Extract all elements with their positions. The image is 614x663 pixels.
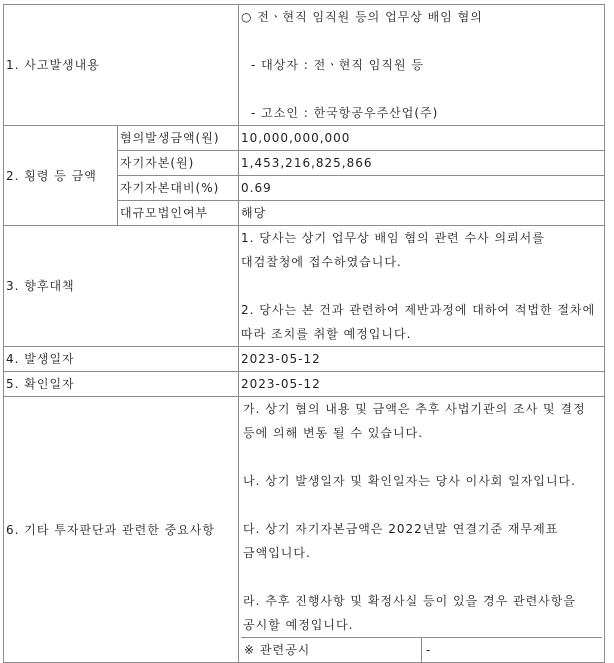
- occurrence-date-value: 2023-05-12: [239, 347, 605, 372]
- incident-content: [239, 5, 605, 126]
- large-corp-label: 대규모법인여부: [118, 201, 239, 226]
- confirmation-date-value: 2023-05-12: [239, 372, 605, 397]
- row-occurrence-date: [4, 347, 605, 372]
- other-paragraph: 가. 상기 혐의 내용 및 금액은 추후 사법기관의 조사 및 결정 등에 의해 변동 될 수 있습니다.: [243, 402, 586, 440]
- equity-ratio-value: 0.69: [239, 176, 605, 201]
- measures-paragraph: 1. 당사는 상기 업무상 배임 혐의 관련 수사 의뢰서를 대검찰청에 접수하였습니다.: [241, 231, 545, 269]
- equity-label: 자기자본(원): [118, 151, 239, 176]
- other-paragraph: 나. 상기 발생일자 및 확인일자는 당사 이사회 일자입니다.: [243, 474, 576, 488]
- other-inner-table: [241, 397, 602, 662]
- measures-paragraph: 2. 당사는 본 건과 관련하여 제반과정에 대하여 적법한 절차에 따라 조치를 취할 예정입니다.: [241, 303, 596, 341]
- related-notice-value: -: [422, 638, 603, 663]
- equity-ratio-label: 자기자본대비(%): [118, 176, 239, 201]
- other-label: 6. 기타 투자판단과 관련한 중요사항: [4, 397, 239, 663]
- incident-label: 1. 사고발생내용: [4, 5, 239, 126]
- row-confirmation-date: [4, 372, 605, 397]
- amount-label: 2. 횡령 등 금액: [4, 126, 118, 226]
- incident-target: - 대상자 : 전ㆍ현직 임직원 등: [251, 58, 424, 72]
- equity-value: 1,453,216,825,866: [239, 151, 605, 176]
- related-notice-label: ※ 관련공시: [241, 638, 422, 663]
- amount-item-value: 10,000,000,000: [239, 126, 605, 151]
- other-paragraphs: [241, 397, 602, 638]
- row-amount-1: [4, 126, 605, 151]
- incident-complainant: - 고소인 : 한국항공우주산업(주): [251, 106, 439, 120]
- measures-label: 3. 향후대책: [4, 226, 239, 347]
- measures-content: [239, 226, 605, 347]
- other-paragraph: 다. 상기 자기자본금액은 2022년말 연결기준 재무제표 금액입니다.: [243, 522, 559, 560]
- other-content: [239, 397, 605, 663]
- other-paragraph: 라. 추후 진행사항 및 확정사실 등이 있을 경우 관련사항을 공시할 예정입니다.: [243, 594, 576, 632]
- row-incident: [4, 5, 605, 126]
- incident-summary: ○ 전ㆍ현직 임직원 등의 업무상 배임 혐의: [241, 10, 483, 24]
- confirmation-date-label: 5. 확인일자: [4, 372, 239, 397]
- row-measures: [4, 226, 605, 347]
- occurrence-date-label: 4. 발생일자: [4, 347, 239, 372]
- large-corp-value: 해당: [239, 201, 605, 226]
- disclosure-table: [3, 4, 605, 663]
- row-other: [4, 397, 605, 663]
- amount-item-label: 혐의발생금액(원): [118, 126, 239, 151]
